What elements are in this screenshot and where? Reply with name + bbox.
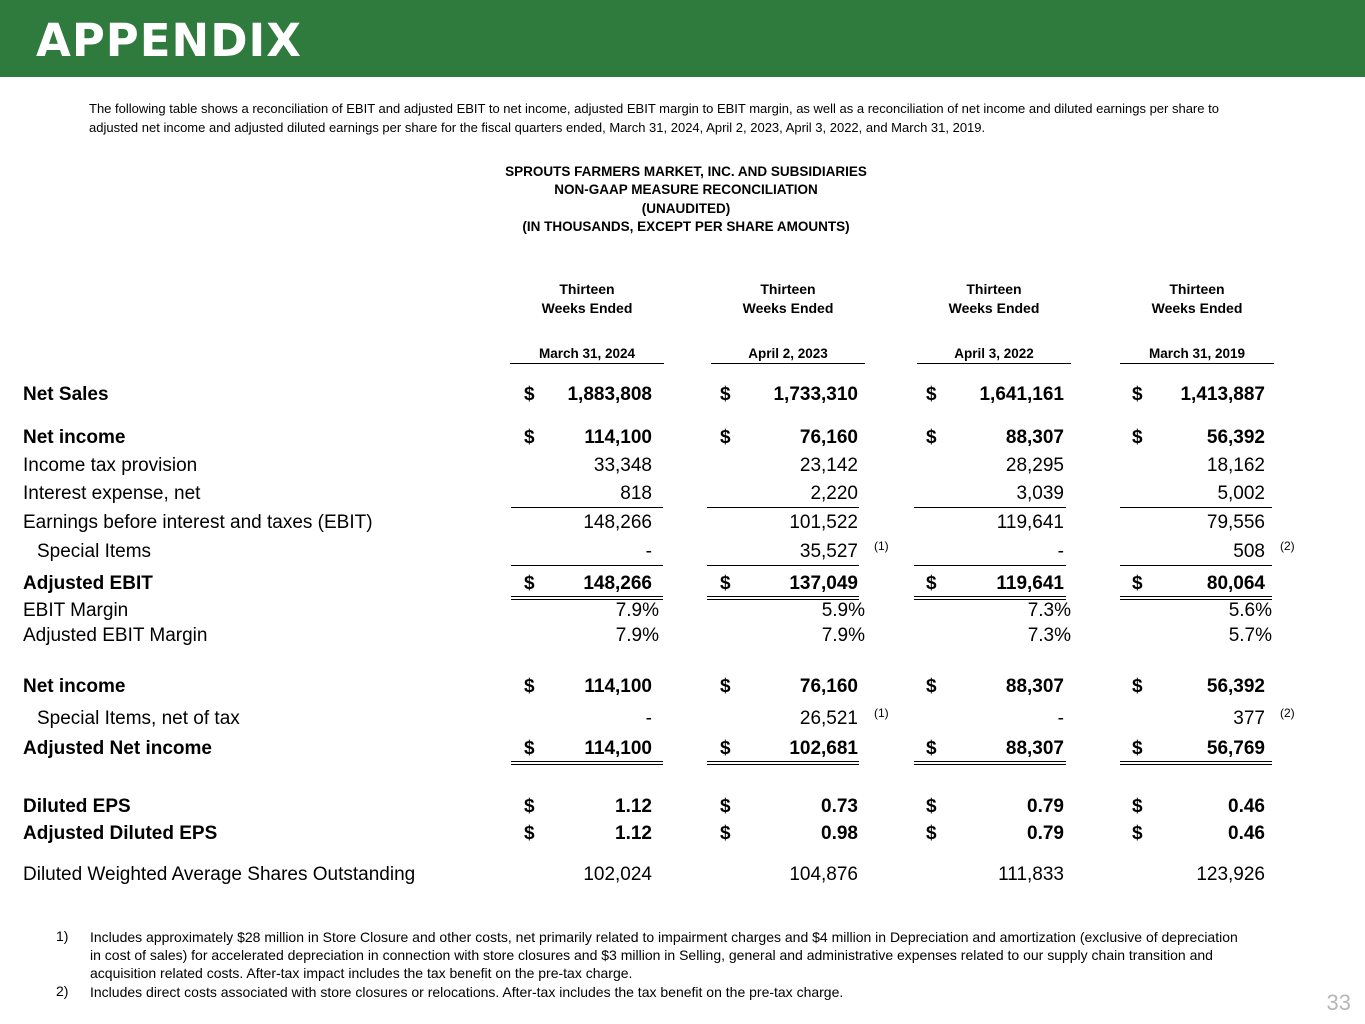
table-cell: 3,039: [1016, 483, 1064, 504]
column-header: [703, 280, 873, 318]
dollar-sign: $: [926, 823, 937, 844]
column-header-line: Thirteen: [966, 281, 1022, 297]
table-cell: 0.73: [821, 796, 858, 817]
column-header-line: Thirteen: [559, 281, 615, 297]
footnote-mark: (1): [874, 539, 889, 553]
page-number: 33: [1326, 990, 1351, 1015]
table-cell: 56,392: [1206, 676, 1265, 697]
dollar-sign: $: [1132, 676, 1143, 697]
dollar-sign: $: [720, 384, 731, 405]
double-rule: [707, 761, 859, 765]
table-cell: 76,160: [799, 427, 858, 448]
double-rule: [1120, 596, 1272, 600]
table-cell: 7.3%: [1027, 625, 1071, 646]
table-cell: 114,100: [584, 738, 652, 759]
table-cell: 1,883,808: [567, 384, 652, 405]
dollar-sign: $: [524, 823, 535, 844]
table-cell: 5.6%: [1228, 600, 1272, 621]
divider: [707, 565, 859, 566]
row-label: Net income: [23, 676, 126, 697]
table-cell: 76,160: [799, 676, 858, 697]
table-cell: 5.7%: [1228, 625, 1272, 646]
column-header: [502, 280, 672, 318]
column-header-line: Weeks Ended: [742, 300, 834, 316]
table-cell: 101,522: [789, 512, 858, 533]
table-cell: 56,769: [1206, 738, 1265, 759]
table-cell: 0.79: [1027, 796, 1064, 817]
table-cell: -: [645, 541, 652, 562]
column-header-line: Weeks Ended: [948, 300, 1040, 316]
table-cell: 818: [620, 483, 652, 504]
page-title: APPENDIX: [36, 14, 302, 67]
divider: [914, 565, 1066, 566]
intro-paragraph: The following table shows a reconciliation of EBIT and adjusted EBIT to net income, adjusted EBIT margin to EBIT margin, as well as a reconciliation of net income and diluted earnings per share to adjusted net income and adjusted diluted earnings per share for the fiscal quarters ended, March 31, 2024, April 2, 2023, April 3, 2022, and March 31, 2019.: [89, 101, 1219, 135]
table-cell: 1,641,161: [979, 384, 1064, 405]
divider: [511, 565, 663, 566]
table-cell: 102,024: [583, 864, 652, 885]
row-label: Adjusted Diluted EPS: [23, 823, 218, 844]
table-cell: -: [1057, 541, 1064, 562]
row-label: Special Items: [37, 541, 152, 562]
column-header-line: Weeks Ended: [1151, 300, 1243, 316]
dollar-sign: $: [720, 823, 731, 844]
dollar-sign: $: [1132, 573, 1143, 594]
table-cell: 33,348: [593, 455, 652, 476]
table-cell: 79,556: [1206, 512, 1265, 533]
table-cell: 1,413,887: [1180, 384, 1265, 405]
row-label: Special Items, net of tax: [37, 708, 240, 729]
dollar-sign: $: [1132, 823, 1143, 844]
table-cell: 5,002: [1217, 483, 1265, 504]
table-cell: -: [1057, 708, 1064, 729]
table-cell: 7.9%: [615, 600, 659, 621]
footnote-text: Includes approximately $28 million in Store Closure and other costs, net primarily related to impairment charges and $4 million in Depreciation and amortization (exclusive of depreciation in cost of sales) for accelerated depreciation in connection with store closures and $3 million in Selling, general and administrative expenses related to our supply chain transition and acquisition related costs. After-tax impact includes the tax benefit on the pre-tax charge.: [90, 929, 1238, 981]
dollar-sign: $: [926, 796, 937, 817]
table-cell: 119,641: [996, 573, 1064, 594]
column-header-line: Thirteen: [760, 281, 816, 297]
dollar-sign: $: [1132, 738, 1143, 759]
divider: [1120, 565, 1272, 566]
divider: [511, 507, 663, 508]
footnote-number: 1): [56, 928, 69, 944]
table-cell: 28,295: [1005, 455, 1064, 476]
table-cell: 0.98: [821, 823, 858, 844]
dollar-sign: $: [524, 676, 535, 697]
table-cell: 102,681: [789, 738, 858, 759]
dollar-sign: $: [926, 384, 937, 405]
table-cell: 119,641: [996, 512, 1064, 533]
table-cell: 104,876: [789, 864, 858, 885]
header-banner: [0, 0, 1365, 77]
column-date: April 2, 2023: [711, 346, 865, 364]
table-cell: 88,307: [1005, 427, 1064, 448]
row-label: Net Sales: [23, 384, 109, 405]
row-label: Net income: [23, 427, 126, 448]
divider: [1120, 507, 1272, 508]
dollar-sign: $: [926, 573, 937, 594]
table-cell: 7.9%: [615, 625, 659, 646]
table-cell: 56,392: [1206, 427, 1265, 448]
column-header: [909, 280, 1079, 318]
table-cell: 23,142: [799, 455, 858, 476]
dollar-sign: $: [926, 738, 937, 759]
table-cell: 0.46: [1228, 823, 1265, 844]
row-label: Diluted Weighted Average Shares Outstanding: [23, 864, 416, 885]
column-date: March 31, 2019: [1120, 346, 1274, 364]
dollar-sign: $: [524, 384, 535, 405]
column-date: April 3, 2022: [917, 346, 1071, 364]
table-cell: 508: [1233, 541, 1265, 562]
table-title-line: (UNAUDITED): [641, 200, 731, 216]
row-label: Adjusted EBIT: [23, 573, 153, 594]
table-cell: 0.46: [1228, 796, 1265, 817]
double-rule: [707, 596, 859, 600]
double-rule: [511, 596, 663, 600]
dollar-sign: $: [1132, 384, 1143, 405]
table-cell: 137,049: [789, 573, 858, 594]
divider: [914, 507, 1066, 508]
table-cell: 26,521: [799, 708, 858, 729]
footnote-text: Includes direct costs associated with store closures or relocations. After-tax includes the tax benefit on the pre-tax charge.: [90, 984, 844, 1000]
row-label: EBIT Margin: [23, 600, 129, 621]
double-rule: [511, 761, 663, 765]
table-cell: 114,100: [584, 676, 652, 697]
double-rule: [1120, 761, 1272, 765]
row-label: Adjusted EBIT Margin: [23, 625, 208, 646]
table-cell: 1,733,310: [773, 384, 858, 405]
table-cell: 18,162: [1206, 455, 1265, 476]
divider: [707, 507, 859, 508]
dollar-sign: $: [720, 573, 731, 594]
footnote-mark: (1): [874, 706, 889, 720]
table-cell: 80,064: [1206, 573, 1265, 594]
double-rule: [914, 761, 1066, 765]
table-cell: 35,527: [799, 541, 858, 562]
table-cell: 148,266: [583, 573, 652, 594]
table-cell: 111,833: [998, 864, 1064, 885]
table-cell: -: [645, 708, 652, 729]
dollar-sign: $: [720, 427, 731, 448]
row-label: Adjusted Net income: [23, 738, 212, 759]
dollar-sign: $: [720, 676, 731, 697]
table-cell: 377: [1233, 708, 1265, 729]
dollar-sign: $: [926, 427, 937, 448]
column-header-line: Weeks Ended: [541, 300, 633, 316]
table-cell: 5.9%: [821, 600, 865, 621]
dollar-sign: $: [524, 573, 535, 594]
table-cell: 88,307: [1005, 738, 1064, 759]
footnote-mark: (2): [1280, 706, 1295, 720]
dollar-sign: $: [926, 676, 937, 697]
table-cell: 88,307: [1005, 676, 1064, 697]
dollar-sign: $: [1132, 796, 1143, 817]
table-cell: 123,926: [1196, 864, 1265, 885]
table-cell: 1.12: [615, 796, 652, 817]
table-cell: 7.3%: [1027, 600, 1071, 621]
column-header: [1112, 280, 1282, 318]
table-cell: 1.12: [615, 823, 652, 844]
table-cell: 7.9%: [821, 625, 865, 646]
dollar-sign: $: [720, 738, 731, 759]
dollar-sign: $: [1132, 427, 1143, 448]
double-rule: [914, 596, 1066, 600]
column-header-line: Thirteen: [1169, 281, 1225, 297]
row-label: Diluted EPS: [23, 796, 131, 817]
table-title-line: NON-GAAP MEASURE RECONCILIATION: [554, 182, 818, 198]
dollar-sign: $: [524, 738, 535, 759]
table-cell: 0.79: [1027, 823, 1064, 844]
footnote-number: 2): [56, 983, 69, 999]
table-cell: 2,220: [810, 483, 858, 504]
row-label: Interest expense, net: [23, 483, 201, 504]
table-title: [386, 163, 986, 236]
row-label: Earnings before interest and taxes (EBIT): [23, 512, 373, 533]
table-title-line: SPROUTS FARMERS MARKET, INC. AND SUBSIDIARIES: [505, 164, 867, 179]
dollar-sign: $: [524, 427, 535, 448]
table-cell: 148,266: [583, 512, 652, 533]
column-date: March 31, 2024: [510, 346, 664, 364]
footnote-mark: (2): [1280, 539, 1295, 553]
row-label: Income tax provision: [23, 455, 198, 476]
table-title-line: (IN THOUSANDS, EXCEPT PER SHARE AMOUNTS): [522, 218, 850, 234]
table-cell: 114,100: [584, 427, 652, 448]
dollar-sign: $: [524, 796, 535, 817]
dollar-sign: $: [720, 796, 731, 817]
